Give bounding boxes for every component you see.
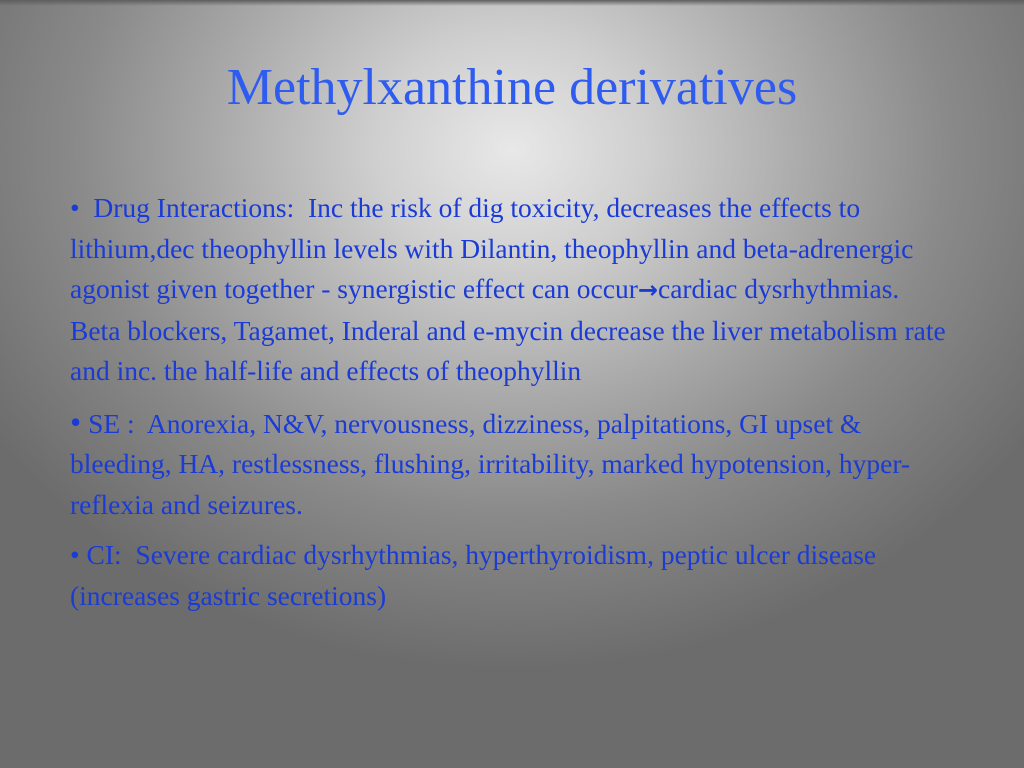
- bullet-text: CI: Severe cardiac dysrhythmias, hyperthyroidism, peptic ulcer disease (increases gastric secretions): [70, 539, 884, 611]
- slide-title: Methylxanthine derivatives: [226, 59, 798, 116]
- bullet-text-part-1: Drug Interactions: Inc the risk of dig toxicity, decreases the effects to lithium,dec theophyllin levels with Dilantin, theophyllin and beta-adrenergic agonist given together - synergistic effect can occur: [70, 192, 921, 304]
- bullet-marker: •: [70, 539, 80, 570]
- bullet-side-effects: [70, 402, 960, 526]
- bullet-marker: •: [70, 192, 80, 223]
- bullet-contraindications: [70, 535, 960, 616]
- arrow-right-icon: →: [637, 276, 658, 304]
- bullet-text-part-2: cardiac dysrhythmias. Beta blockers, Tagamet, Inderal and e-mycin decrease the liver metabolism rate and inc. the half-life and effects of theophyllin: [70, 273, 953, 386]
- bullet-drug-interactions: [70, 188, 960, 392]
- bullet-marker: •: [70, 403, 82, 440]
- bullet-text: SE : Anorexia, N&V, nervousness, dizziness, palpitations, GI upset & bleeding, HA, restlessness, flushing, irritability, marked hypotension, hyper-reflexia and seizures.: [70, 407, 911, 520]
- slide-body: [70, 188, 960, 616]
